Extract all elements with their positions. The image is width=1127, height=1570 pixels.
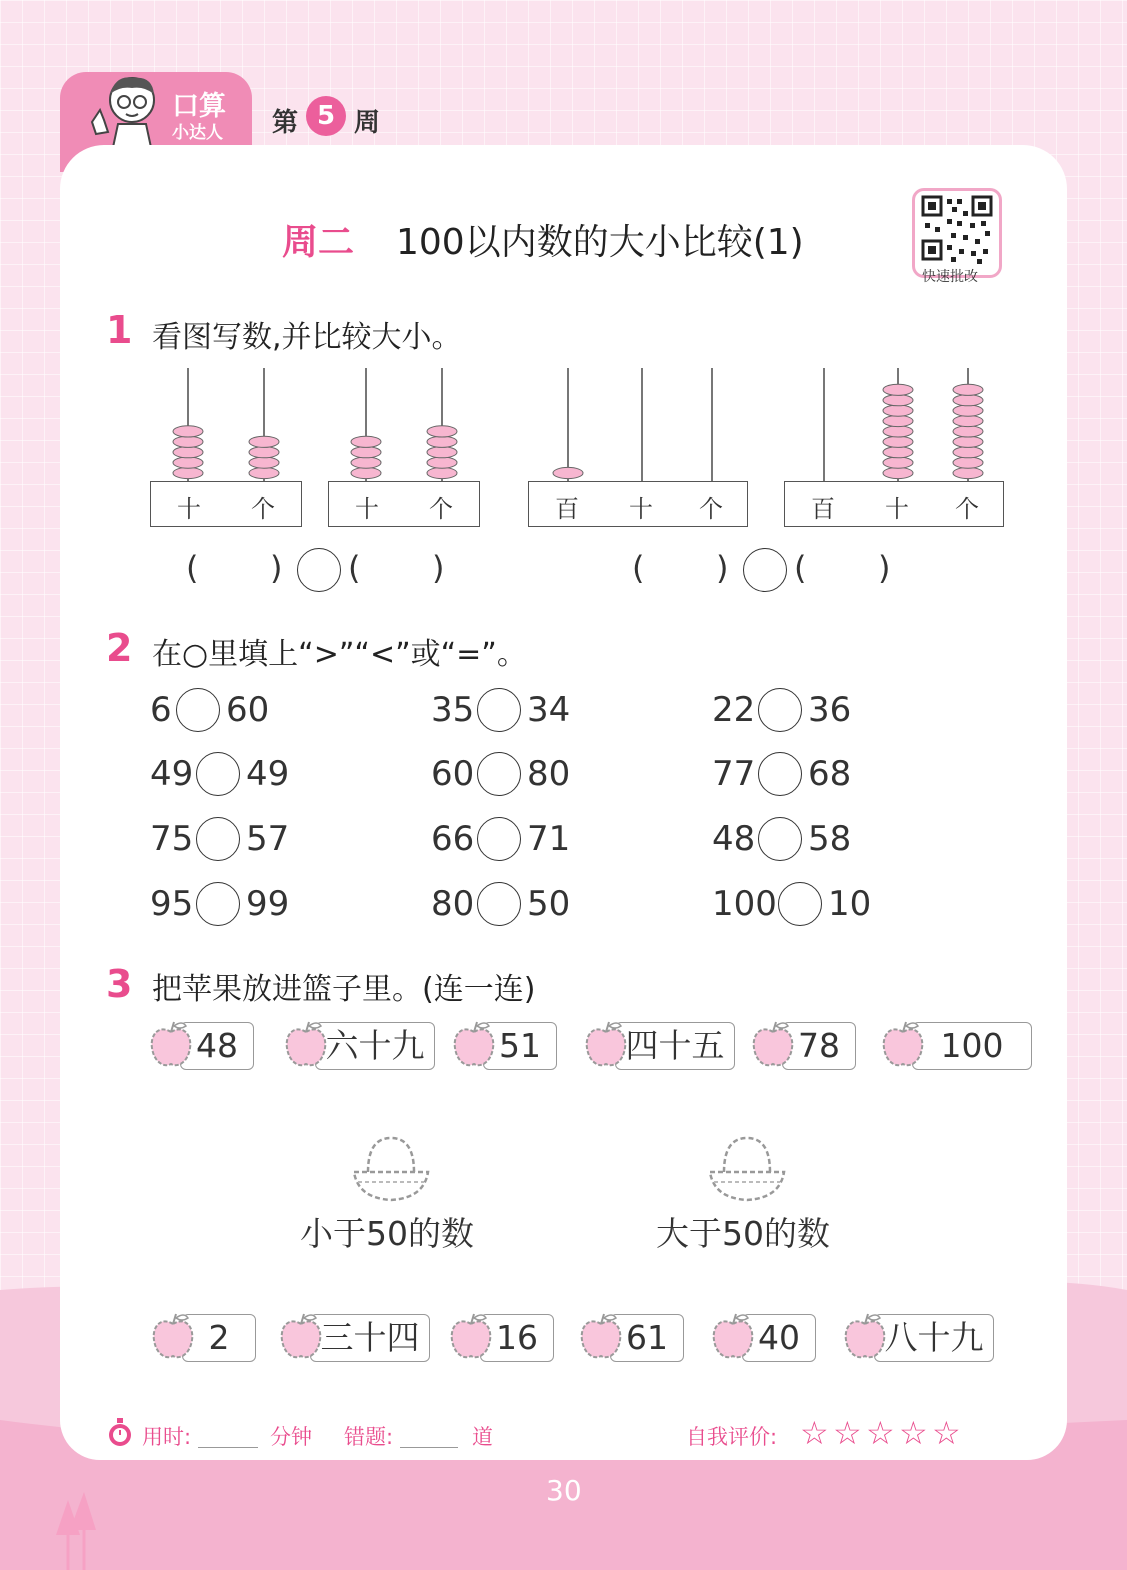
place-label: 十: [629, 495, 653, 523]
abacus-bead: [883, 436, 913, 447]
answer-paren-close: ): [716, 549, 729, 587]
abacus-bead: [883, 395, 913, 406]
abacus-bead: [953, 447, 983, 458]
time-unit: 分钟: [270, 1425, 312, 1449]
apple-icon: [880, 1018, 926, 1070]
place-label: 个: [429, 495, 453, 523]
apple-number-label: 100: [940, 1026, 1004, 1065]
apple-icon: [148, 1018, 194, 1070]
week-number-badge: 5: [306, 96, 346, 136]
abacus-bead: [351, 457, 381, 468]
abacus-bead: [953, 426, 983, 437]
compare-circle[interactable]: [176, 688, 220, 732]
q2-number: 2: [106, 626, 133, 670]
apple-number-label: 16: [496, 1318, 538, 1357]
abacus-bead: [953, 395, 983, 406]
stopwatch-icon: [106, 1418, 134, 1448]
abacus-bead: [883, 457, 913, 468]
apple-icon: [278, 1310, 324, 1362]
week-prefix: 第: [272, 108, 299, 138]
q1-number: 1: [106, 308, 133, 352]
answer-paren-close: ): [270, 549, 283, 587]
apple-icon: [283, 1018, 329, 1070]
abacus-bead: [953, 436, 983, 447]
abacus-bead: [883, 447, 913, 458]
apple-number-label: 2: [208, 1318, 230, 1357]
star-icon[interactable]: ☆: [899, 1414, 928, 1452]
abacus-bead: [427, 457, 457, 468]
compare-right-number: 80: [527, 754, 571, 794]
qr-label: 快速批改: [922, 269, 978, 285]
self-eval-label: 自我评价:: [686, 1425, 778, 1449]
q1-text: 看图写数,并比较大小。: [152, 320, 462, 355]
abacus-bead: [953, 457, 983, 468]
compare-circle[interactable]: [477, 688, 521, 732]
compare-left-number: 66: [431, 819, 475, 859]
answer-paren-open: (: [186, 549, 199, 587]
apple-icon: [150, 1310, 196, 1362]
abacus-bead: [249, 447, 279, 458]
place-label: 个: [955, 495, 979, 523]
compare-circle[interactable]: [477, 817, 521, 861]
compare-left-number: 80: [431, 884, 475, 924]
answer-compare-circle[interactable]: [297, 548, 341, 592]
abacus-bead: [427, 467, 457, 478]
compare-right-number: 58: [808, 819, 852, 859]
errors-input[interactable]: [400, 1423, 458, 1448]
q3-text: 把苹果放进篮子里。(连一连): [152, 972, 536, 1007]
abacus-2-frame: [328, 481, 480, 527]
abacus-bead: [173, 426, 203, 437]
apple-icon: [578, 1310, 624, 1362]
apple-number-label: 六十九: [325, 1026, 425, 1065]
mascot-icon: [82, 72, 172, 152]
abacus-bead: [427, 447, 457, 458]
compare-left-number: 22: [712, 690, 756, 730]
q3-number: 3: [106, 962, 133, 1006]
abacus-bead: [249, 467, 279, 478]
place-label: 个: [251, 495, 275, 523]
compare-left-number: 49: [150, 754, 194, 794]
apple-icon: [451, 1018, 497, 1070]
compare-circle[interactable]: [196, 817, 240, 861]
abacus-bead: [953, 467, 983, 478]
compare-left-number: 60: [431, 754, 475, 794]
compare-right-number: 10: [828, 884, 872, 924]
place-label: 十: [355, 495, 379, 523]
time-input[interactable]: [198, 1423, 258, 1448]
abacus-bead: [953, 415, 983, 426]
apple-number-box[interactable]: [615, 1022, 735, 1070]
place-label: 百: [555, 495, 579, 523]
abacus-1-frame: [150, 481, 302, 527]
abacus-bead: [173, 447, 203, 458]
compare-left-number: 77: [712, 754, 756, 794]
compare-circle[interactable]: [196, 882, 240, 926]
q2-text: 在○里填上“>”“<”或“=”。: [152, 637, 527, 672]
compare-right-number: 34: [527, 690, 571, 730]
answer-paren-close: ): [878, 549, 891, 587]
star-icon[interactable]: ☆: [932, 1414, 961, 1452]
abacus-bead: [883, 405, 913, 416]
abacus-bead: [883, 384, 913, 395]
abacus-bead: [953, 405, 983, 416]
apple-number-label: 四十五: [625, 1026, 725, 1065]
compare-circle[interactable]: [758, 817, 802, 861]
apple-number-label: 八十九: [884, 1318, 984, 1357]
abacus-bead: [249, 436, 279, 447]
apple-number-label: 51: [499, 1026, 541, 1065]
apple-icon: [448, 1310, 494, 1362]
abacus-bead: [427, 436, 457, 447]
qr-code[interactable]: [912, 188, 1002, 278]
title-day: 周二: [282, 222, 355, 263]
errors-unit: 道: [472, 1425, 493, 1449]
page-number: 30: [546, 1474, 582, 1507]
answer-paren-close: ): [432, 549, 445, 587]
compare-right-number: 71: [527, 819, 571, 859]
week-suffix: 周: [354, 108, 381, 138]
time-label: 用时:: [142, 1425, 192, 1449]
answer-compare-circle[interactable]: [743, 548, 787, 592]
abacus-bead: [351, 436, 381, 447]
apple-number-box[interactable]: [912, 1022, 1032, 1070]
basket-icon[interactable]: [350, 1136, 432, 1206]
compare-right-number: 60: [226, 690, 270, 730]
compare-circle[interactable]: [196, 752, 240, 796]
abacus-bead: [249, 457, 279, 468]
apple-icon: [583, 1018, 629, 1070]
abacus-bead: [173, 436, 203, 447]
apple-number-label: 40: [758, 1318, 800, 1357]
compare-left-number: 48: [712, 819, 756, 859]
compare-left-number: 35: [431, 690, 475, 730]
apple-number-box[interactable]: [310, 1314, 430, 1362]
compare-right-number: 50: [527, 884, 571, 924]
basket-label-less: 小于50的数: [300, 1214, 474, 1253]
compare-right-number: 36: [808, 690, 852, 730]
place-label: 十: [177, 495, 201, 523]
star-icon[interactable]: ☆: [800, 1414, 829, 1452]
compare-circle[interactable]: [477, 882, 521, 926]
star-icon[interactable]: ☆: [866, 1414, 895, 1452]
star-icon[interactable]: ☆: [833, 1414, 862, 1452]
brand-sub: 小达人: [172, 123, 223, 143]
apple-number-label: 三十四: [320, 1318, 420, 1357]
compare-circle[interactable]: [778, 882, 822, 926]
abacus-bead: [553, 467, 583, 478]
basket-label-greater: 大于50的数: [656, 1214, 830, 1253]
apple-number-label: 61: [626, 1318, 668, 1357]
abacus-bead: [883, 426, 913, 437]
abacus-bead: [883, 467, 913, 478]
place-label: 百: [811, 495, 835, 523]
basket-icon[interactable]: [706, 1136, 788, 1206]
compare-right-number: 49: [246, 754, 290, 794]
apple-number-label: 78: [798, 1026, 840, 1065]
compare-right-number: 68: [808, 754, 852, 794]
abacus-bead: [351, 467, 381, 478]
place-label: 十: [885, 495, 909, 523]
title-topic: 100以内数的大小比较(1): [396, 222, 804, 263]
compare-left-number: 75: [150, 819, 194, 859]
apple-icon: [842, 1310, 888, 1362]
abacus-bead: [953, 384, 983, 395]
compare-left-number: 6: [150, 690, 172, 730]
apple-number-box[interactable]: [315, 1022, 435, 1070]
compare-right-number: 99: [246, 884, 290, 924]
answer-paren-open: (: [632, 549, 645, 587]
abacus-group: [0, 360, 1127, 490]
apple-icon: [750, 1018, 796, 1070]
abacus-bead: [173, 467, 203, 478]
compare-circle[interactable]: [477, 752, 521, 796]
compare-left-number: 95: [150, 884, 194, 924]
qr-code-icon: [915, 191, 999, 271]
brand-main: 口算: [172, 91, 226, 122]
abacus-bead: [351, 447, 381, 458]
apple-number-label: 48: [196, 1026, 238, 1065]
apple-icon: [710, 1310, 756, 1362]
answer-paren-open: (: [794, 549, 807, 587]
answer-paren-open: (: [348, 549, 361, 587]
compare-left-number: 100: [712, 884, 777, 924]
compare-circle[interactable]: [758, 752, 802, 796]
place-label: 个: [699, 495, 723, 523]
abacus-bead: [427, 426, 457, 437]
compare-circle[interactable]: [758, 688, 802, 732]
abacus-bead: [883, 415, 913, 426]
abacus-bead: [173, 457, 203, 468]
compare-right-number: 57: [246, 819, 290, 859]
apple-number-box[interactable]: [874, 1314, 994, 1362]
errors-label: 错题:: [344, 1425, 394, 1449]
